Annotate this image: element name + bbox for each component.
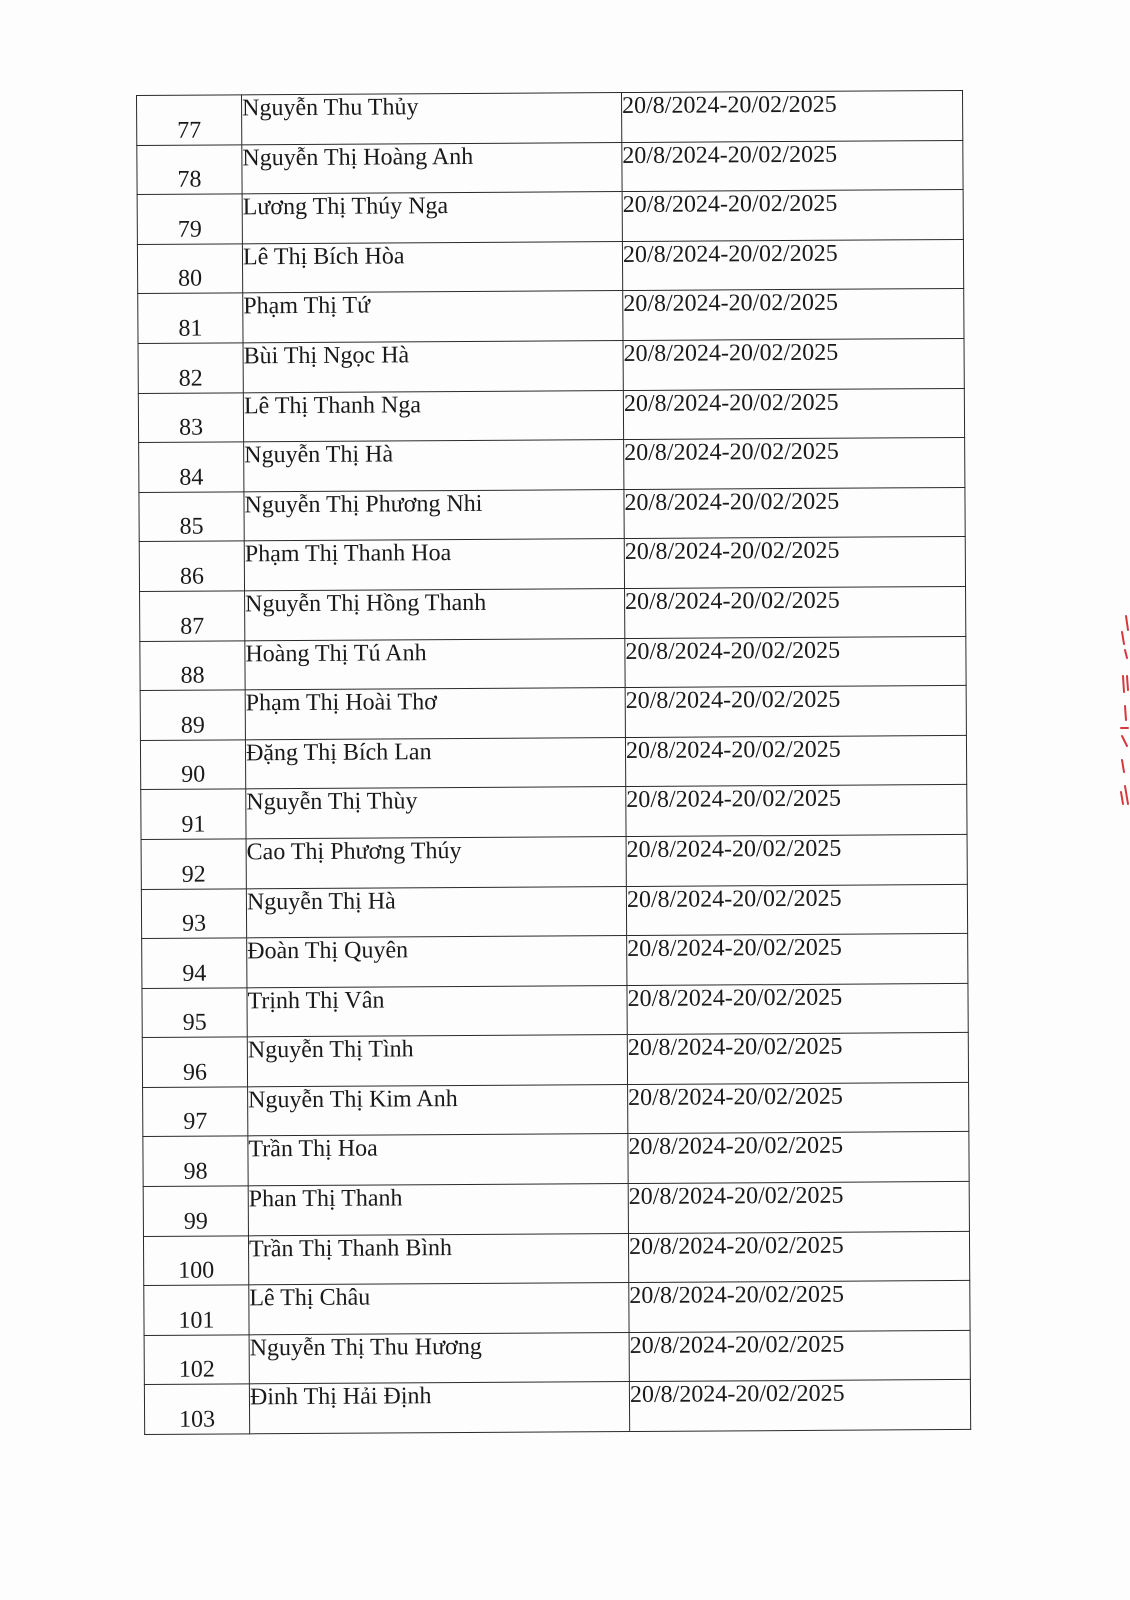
roster-table-body bbox=[137, 90, 971, 1434]
period-cell: 20/8/2024-20/02/2025 bbox=[625, 586, 966, 638]
full-name-cell: Lương Thị Thúy Nga bbox=[242, 192, 622, 244]
table-row bbox=[137, 239, 963, 294]
period-cell: 20/8/2024-20/02/2025 bbox=[622, 239, 963, 291]
period-cell: 20/8/2024-20/02/2025 bbox=[624, 537, 965, 589]
full-name-cell: Nguyễn Thị Hoàng Anh bbox=[242, 142, 622, 194]
row-number-cell: 96 bbox=[142, 1037, 247, 1087]
red-stamp-edge-icon bbox=[1116, 610, 1130, 820]
row-number-cell: 87 bbox=[140, 591, 245, 641]
row-number-cell: 90 bbox=[140, 740, 245, 790]
row-number-cell: 100 bbox=[143, 1235, 248, 1285]
period-cell: 20/8/2024-20/02/2025 bbox=[625, 636, 966, 688]
period-cell: 20/8/2024-20/02/2025 bbox=[627, 934, 968, 986]
full-name-cell: Trịnh Thị Vân bbox=[247, 985, 627, 1037]
period-cell: 20/8/2024-20/02/2025 bbox=[628, 1132, 969, 1184]
table-row bbox=[139, 438, 965, 493]
full-name-cell: Lê Thị Bích Hòa bbox=[242, 241, 622, 293]
row-number-cell: 99 bbox=[143, 1186, 248, 1236]
full-name-cell: Bùi Thị Ngọc Hà bbox=[243, 340, 623, 392]
table-row bbox=[137, 190, 963, 245]
row-number-cell: 91 bbox=[141, 789, 246, 839]
table-row bbox=[138, 338, 964, 393]
row-number-cell: 95 bbox=[142, 988, 247, 1038]
period-cell: 20/8/2024-20/02/2025 bbox=[629, 1380, 970, 1432]
period-cell: 20/8/2024-20/02/2025 bbox=[628, 1082, 969, 1134]
table-row bbox=[144, 1281, 970, 1336]
table-row bbox=[138, 388, 964, 443]
table-row bbox=[143, 1082, 969, 1137]
full-name-cell: Nguyễn Thị Thùy bbox=[246, 787, 626, 839]
roster-table-wrapper bbox=[136, 90, 970, 1435]
table-row bbox=[139, 487, 965, 542]
full-name-cell: Trần Thị Thanh Bình bbox=[248, 1233, 628, 1285]
period-cell: 20/8/2024-20/02/2025 bbox=[628, 1181, 969, 1233]
period-cell: 20/8/2024-20/02/2025 bbox=[625, 686, 966, 738]
row-number-cell: 88 bbox=[140, 640, 245, 690]
period-cell: 20/8/2024-20/02/2025 bbox=[621, 90, 962, 142]
table-row bbox=[144, 1380, 970, 1435]
period-cell: 20/8/2024-20/02/2025 bbox=[629, 1330, 970, 1382]
table-row bbox=[140, 586, 966, 641]
full-name-cell: Nguyễn Thị Thu Hương bbox=[249, 1332, 629, 1384]
table-row bbox=[143, 1231, 969, 1286]
period-cell: 20/8/2024-20/02/2025 bbox=[627, 1033, 968, 1085]
row-number-cell: 78 bbox=[137, 144, 242, 194]
full-name-cell: Nguyễn Thị Kim Anh bbox=[248, 1084, 628, 1136]
full-name-cell: Phan Thị Thanh bbox=[248, 1184, 628, 1236]
full-name-cell: Lê Thị Thanh Nga bbox=[243, 390, 623, 442]
row-number-cell: 89 bbox=[140, 690, 245, 740]
row-number-cell: 93 bbox=[141, 888, 246, 938]
period-cell: 20/8/2024-20/02/2025 bbox=[622, 140, 963, 192]
row-number-cell: 94 bbox=[142, 938, 247, 988]
row-number-cell: 81 bbox=[138, 293, 243, 343]
table-row bbox=[144, 1330, 970, 1385]
row-number-cell: 82 bbox=[138, 343, 243, 393]
table-row bbox=[140, 686, 966, 741]
period-cell: 20/8/2024-20/02/2025 bbox=[626, 834, 967, 886]
table-row bbox=[143, 1181, 969, 1236]
table-row bbox=[141, 884, 967, 939]
row-number-cell: 98 bbox=[143, 1136, 248, 1186]
period-cell: 20/8/2024-20/02/2025 bbox=[627, 983, 968, 1035]
full-name-cell: Cao Thị Phương Thúy bbox=[246, 836, 626, 888]
period-cell: 20/8/2024-20/02/2025 bbox=[626, 785, 967, 837]
table-row bbox=[137, 140, 963, 195]
period-cell: 20/8/2024-20/02/2025 bbox=[623, 338, 964, 390]
full-name-cell: Nguyễn Thu Thủy bbox=[242, 93, 622, 145]
table-row bbox=[142, 1033, 968, 1088]
row-number-cell: 84 bbox=[139, 442, 244, 492]
row-number-cell: 79 bbox=[137, 194, 242, 244]
full-name-cell: Nguyễn Thị Hà bbox=[246, 886, 626, 938]
period-cell: 20/8/2024-20/02/2025 bbox=[625, 735, 966, 787]
full-name-cell: Nguyễn Thị Phương Nhi bbox=[244, 489, 624, 541]
full-name-cell: Nguyễn Thị Hà bbox=[244, 440, 624, 492]
row-number-cell: 102 bbox=[144, 1335, 249, 1385]
row-number-cell: 77 bbox=[137, 95, 242, 145]
period-cell: 20/8/2024-20/02/2025 bbox=[628, 1231, 969, 1283]
table-row bbox=[143, 1132, 969, 1187]
table-row bbox=[139, 537, 965, 592]
table-row bbox=[138, 289, 964, 344]
table-row bbox=[140, 735, 966, 790]
row-number-cell: 97 bbox=[143, 1087, 248, 1137]
table-row bbox=[137, 90, 963, 145]
period-cell: 20/8/2024-20/02/2025 bbox=[626, 884, 967, 936]
period-cell: 20/8/2024-20/02/2025 bbox=[624, 438, 965, 490]
full-name-cell: Đặng Thị Bích Lan bbox=[245, 737, 625, 789]
full-name-cell: Đoàn Thị Quyên bbox=[247, 936, 627, 988]
row-number-cell: 86 bbox=[139, 541, 244, 591]
full-name-cell: Nguyễn Thị Tình bbox=[247, 1035, 627, 1087]
period-cell: 20/8/2024-20/02/2025 bbox=[622, 190, 963, 242]
table-row bbox=[141, 785, 967, 840]
full-name-cell: Trần Thị Hoa bbox=[248, 1134, 628, 1186]
table-row bbox=[142, 983, 968, 1038]
row-number-cell: 101 bbox=[144, 1285, 249, 1335]
full-name-cell: Nguyễn Thị Hồng Thanh bbox=[245, 588, 625, 640]
full-name-cell: Phạm Thị Hoài Thơ bbox=[245, 688, 625, 740]
period-cell: 20/8/2024-20/02/2025 bbox=[623, 289, 964, 341]
row-number-cell: 80 bbox=[137, 244, 242, 294]
table-row bbox=[142, 934, 968, 989]
row-number-cell: 92 bbox=[141, 839, 246, 889]
row-number-cell: 85 bbox=[139, 492, 244, 542]
full-name-cell: Đinh Thị Hải Định bbox=[249, 1382, 629, 1434]
period-cell: 20/8/2024-20/02/2025 bbox=[624, 487, 965, 539]
full-name-cell: Lê Thị Châu bbox=[249, 1283, 629, 1335]
full-name-cell: Phạm Thị Tứ bbox=[243, 291, 623, 343]
table-row bbox=[140, 636, 966, 691]
row-number-cell: 83 bbox=[138, 392, 243, 442]
period-cell: 20/8/2024-20/02/2025 bbox=[629, 1281, 970, 1333]
roster-table bbox=[136, 90, 971, 1435]
table-row bbox=[141, 834, 967, 889]
full-name-cell: Hoàng Thị Tú Anh bbox=[245, 638, 625, 690]
row-number-cell: 103 bbox=[144, 1384, 249, 1434]
full-name-cell: Phạm Thị Thanh Hoa bbox=[244, 539, 624, 591]
period-cell: 20/8/2024-20/02/2025 bbox=[623, 388, 964, 440]
